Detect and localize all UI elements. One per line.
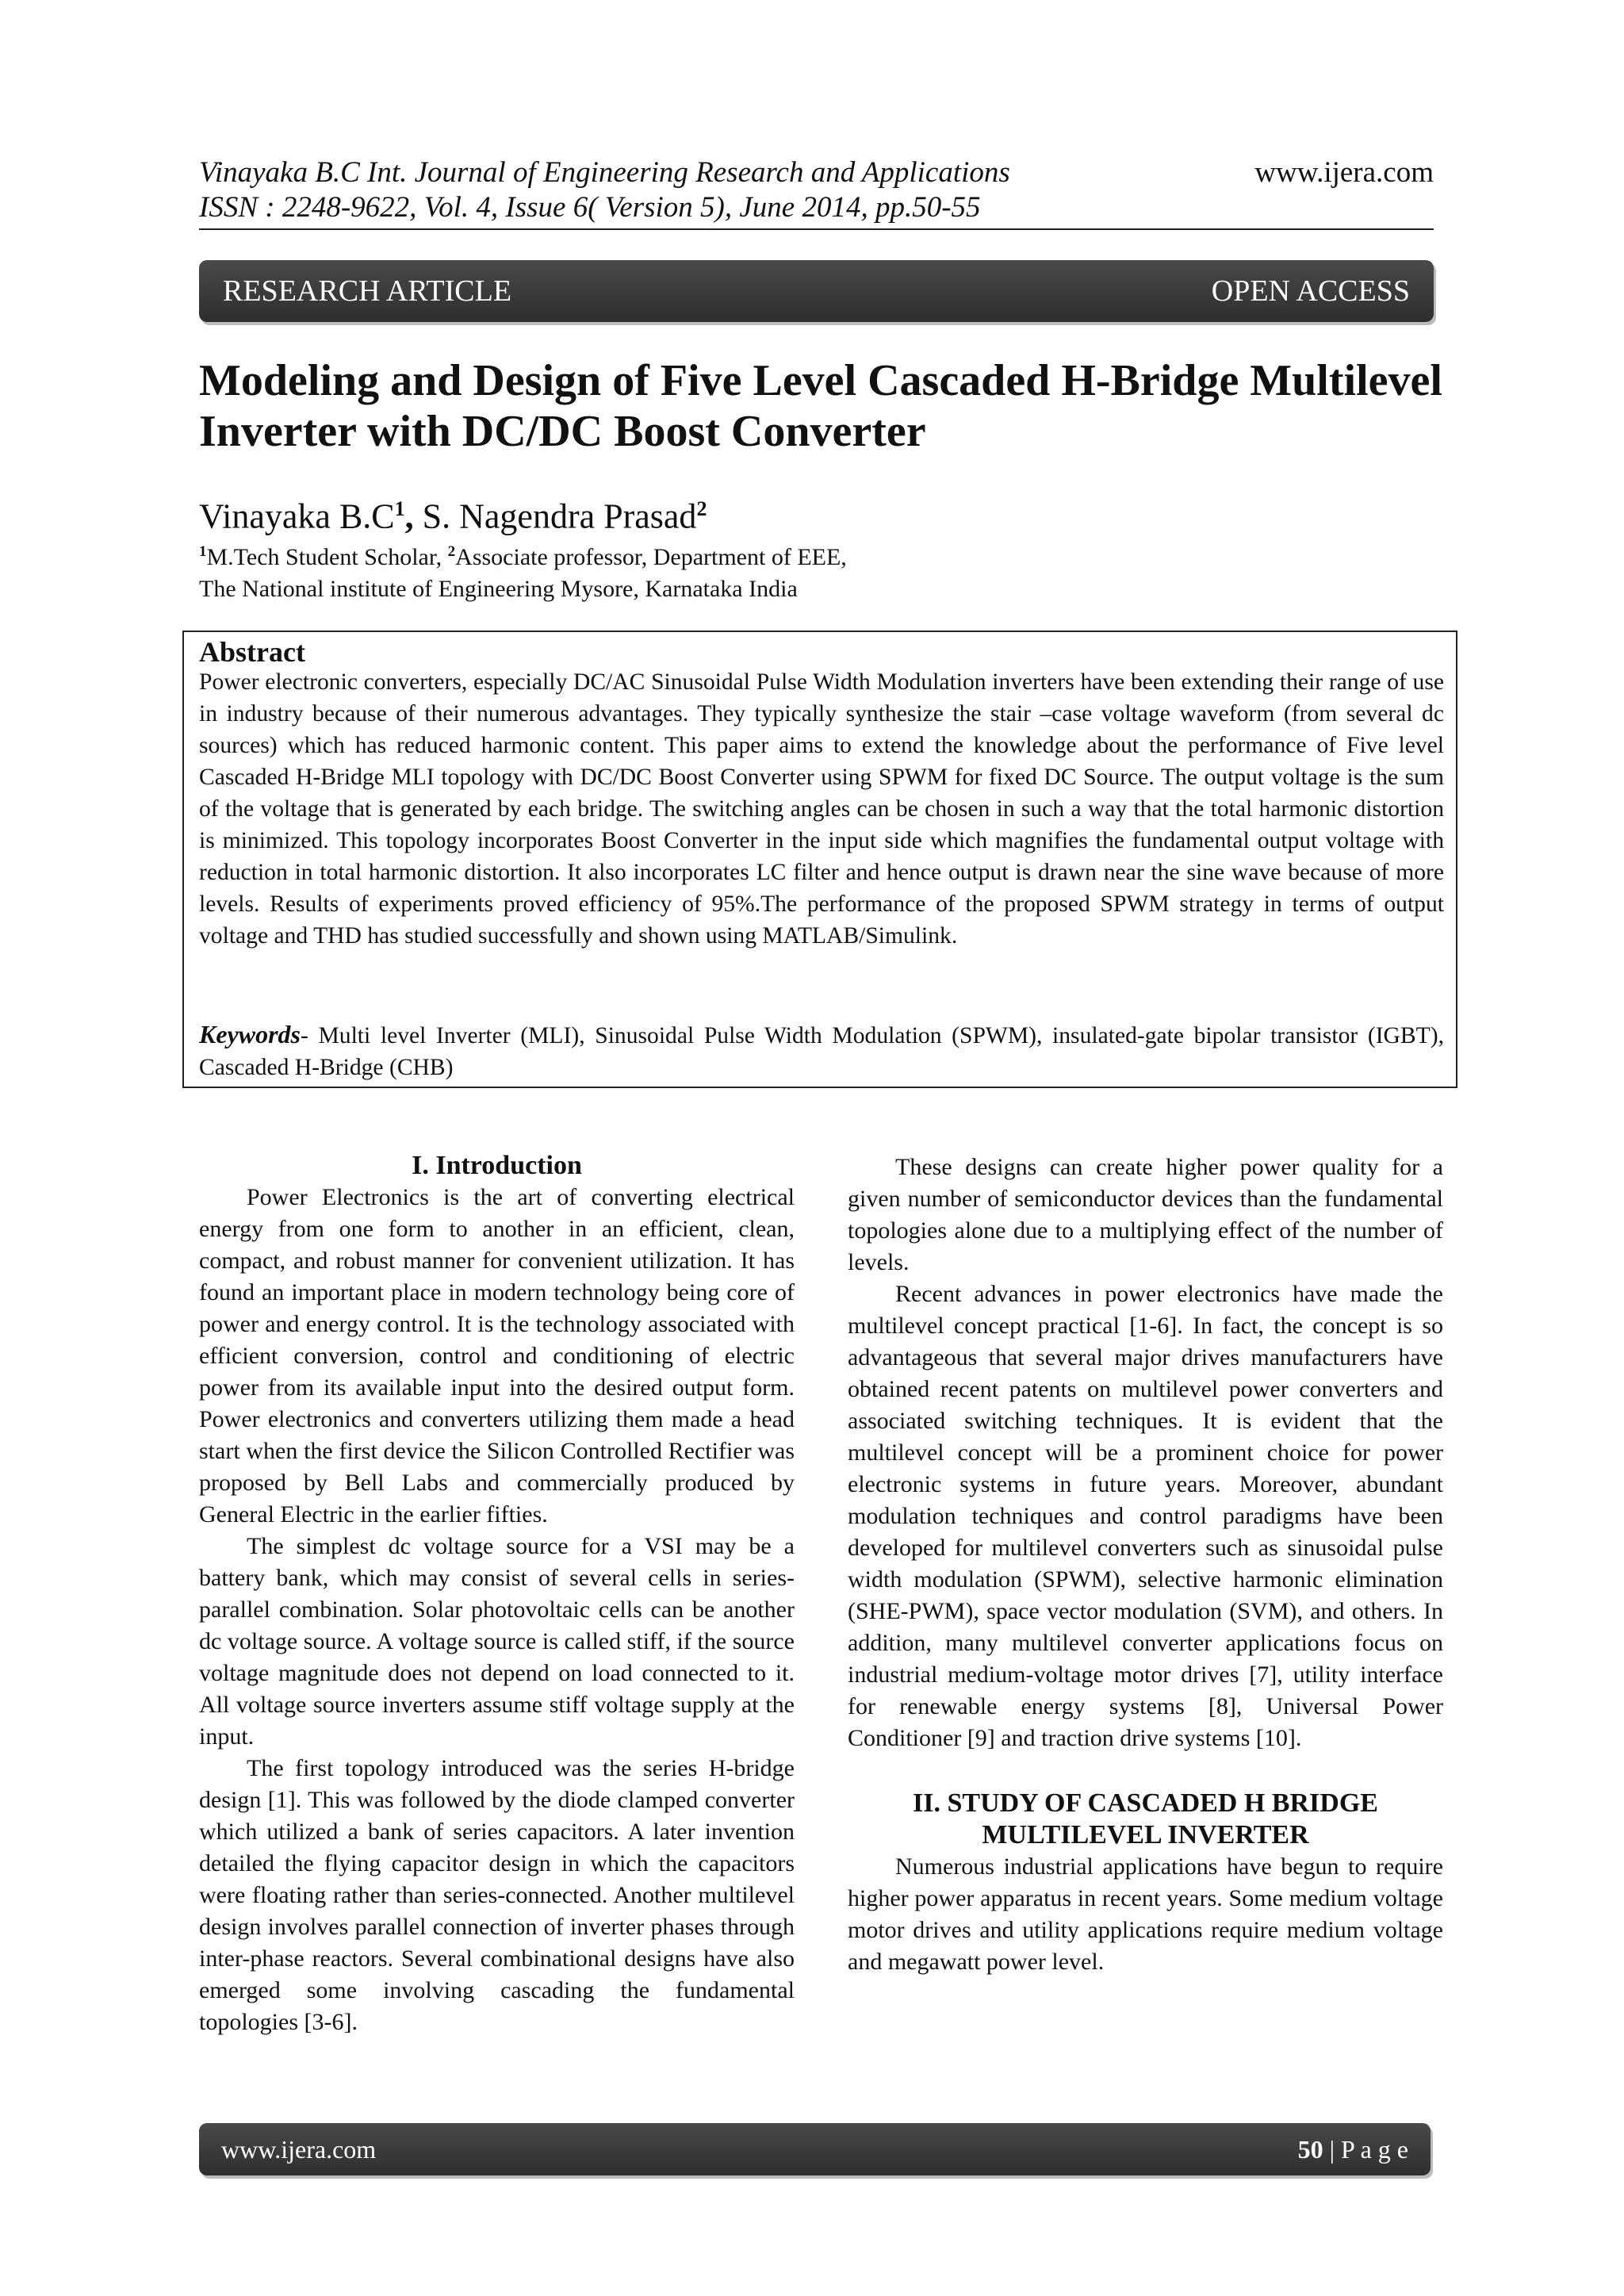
paper-title [199, 355, 1452, 457]
affil-mark-2: 2 [447, 543, 456, 560]
intro-paragraph-3: The first topology introduced was the series H-bridge design [1]. This was followed by the diode clamped converter which utilized a bank of series capacitors. A later invention detailed the flying capacitor design in which the capacitors were floating rather than series-connected. Another multilevel design involves parallel connection of inverter phases through inter-phase reactors. Several combinational designs have also emerged some involving cascading the fundamental topologies [3-6]. [199, 1755, 795, 2035]
right-column [848, 1152, 1443, 1978]
article-type-banner [199, 260, 1434, 322]
section-2-heading-line-1: II. STUDY OF CASCADED H BRIDGE [913, 1788, 1378, 1818]
title-line-1: Modeling and Design of Five Level Cascaded H-Bridge Multilevel [199, 356, 1442, 405]
author-2-affil-mark: 2 [696, 497, 707, 520]
keywords [199, 1018, 1444, 1083]
intro-paragraph-1: Power Electronics is the art of converting electrical energy from one form to another in an efficient, clean, compact, and robust manner for convenient utilization. It has found an important place in modern technology being core of power and energy control. It is the technology associated with efficient conversion, control and conditioning of electric power from its available input into the desired output form. Power electronics and converters utilizing them made a head start when the first device the Silicon Controlled Rectifier was proposed by Bell Labs and commercially produced by General Electric in the earlier fifties. [199, 1184, 795, 1527]
abstract-text: Power electronic converters, especially DC/AC Sinusoidal Pulse Width Modulation inverters have been extending their range of use in industry because of their numerous advantages. They typically synthesize the stair –case voltage waveform (from several dc sources) which has reduced harmonic content. This paper aims to extend the knowledge about the performance of Five level Cascaded H-Bridge MLI topology with DC/DC Boost Converter using SPWM for fixed DC Source. The output voltage is the sum of the voltage that is generated by each bridge. The switching angles can be chosen in such a way that the total harmonic distortion is minimized. This topology incorporates Boost Converter in the input side which magnifies the fundamental output voltage with reduction in total harmonic distortion. It also incorporates LC filter and hence output is drawn near the sine wave because of more levels. Results of experiments proved efficiency of 95%.The performance of the proposed SPWM strategy in terms of output voltage and THD has studied successfully and shown using MATLAB/Simulink. [199, 669, 1444, 949]
affiliation-line-1 [199, 536, 847, 573]
page-number-label [1298, 2135, 1408, 2164]
intro-paragraph-4: These designs can create higher power quality for a given number of semiconductor devices than the fundamental topologies alone due to a multiplying effect of the number of levels. [848, 1154, 1443, 1275]
author-list [199, 487, 707, 539]
section-2-heading-line-2: MULTILEVEL INVERTER [982, 1820, 1309, 1849]
keywords-text: - Multi level Inverter (MLI), Sinusoidal Pulse Width Modulation (SPWM), insulated-gate bipolar transistor (IGBT), Cascaded H-Bridge (CHB) [199, 1023, 1444, 1080]
title-line-2: Inverter with DC/DC Boost Converter [199, 407, 926, 456]
access-type-label: OPEN ACCESS [1211, 274, 1410, 308]
section-2-heading [848, 1788, 1443, 1851]
abstract-heading: Abstract [199, 636, 305, 668]
author-1-affil-mark: 1 [394, 497, 405, 520]
affil-role-2: Associate professor, Department of EEE, [455, 544, 847, 570]
header-url[interactable]: www.ijera.com [1254, 156, 1434, 189]
affiliations [199, 536, 847, 605]
author-2: S. Nagendra Prasad [422, 496, 697, 536]
section-2-paragraph-1: Numerous industrial applications have begun to require higher power apparatus in recent years. Some medium voltage motor drives and utility applications require medium voltage and megawatt power level. [848, 1853, 1443, 1975]
intro-paragraph-2: The simplest dc voltage source for a VSI may be a battery bank, which may consist of several cells in series-parallel combination. Solar photovoltaic cells can be another dc voltage source. A voltage source is called stiff, if the source voltage magnitude does not depend on load connected to it. All voltage source inverters assume stiff voltage supply at the input. [199, 1533, 795, 1750]
left-column [199, 1150, 795, 2038]
affiliation-line-2: The National institute of Engineering Mysore, Karnataka India [199, 576, 798, 602]
issn-line: ISSN : 2248-9622, Vol. 4, Issue 6( Version 5), June 2014, pp.50-55 [199, 191, 981, 224]
page-footer [199, 2123, 1431, 2175]
article-type-label: RESEARCH ARTICLE [223, 274, 512, 308]
page-label: | P a g e [1323, 2134, 1408, 2164]
header-divider [199, 228, 1434, 230]
affil-role-1: M.Tech Student Scholar, [206, 544, 448, 570]
intro-paragraph-5: Recent advances in power electronics have made the multilevel concept practical [1-6]. In fact, the concept is so advantageous that several major drives manufacturers have obtained recent patents on multilevel power converters and associated switching techniques. It is evident that the multilevel concept will be a prominent choice for power electronic systems in future years. Moreover, abundant modulation techniques and control paradigms have been developed for multilevel converters such as sinusoidal pulse width modulation (SPWM), selective harmonic elimination (SHE-PWM), space vector modulation (SVM), and others. In addition, many multilevel converter applications focus on industrial medium-voltage motor drives [7], utility interface for renewable energy systems [8], Universal Power Conditioner [9] and traction drive systems [10]. [848, 1281, 1443, 1751]
author-separator: , [404, 496, 423, 536]
section-1-heading: I. Introduction [412, 1151, 582, 1180]
affil-mark-1: 1 [199, 543, 207, 560]
footer-url[interactable]: www.ijera.com [221, 2134, 377, 2164]
page-number: 50 [1297, 2134, 1323, 2164]
keywords-label: Keywords [199, 1020, 301, 1048]
journal-citation: Vinayaka B.C Int. Journal of Engineering Research and Applications [199, 156, 1010, 189]
author-1: Vinayaka B.C [199, 496, 395, 536]
